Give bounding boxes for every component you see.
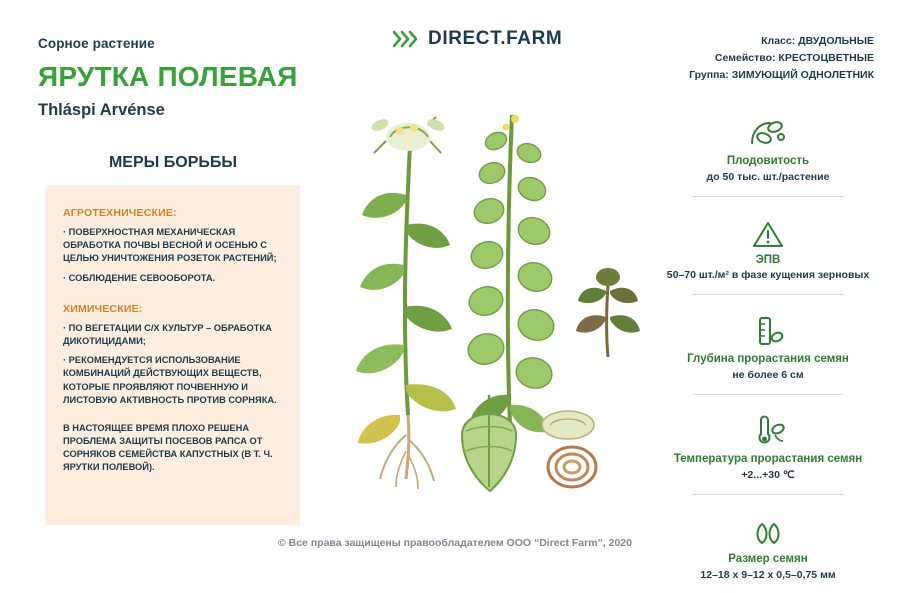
taxonomy-block	[689, 33, 874, 84]
page-title: ЯРУТКА ПОЛЕВАЯ	[38, 61, 298, 92]
fact-value: +2...+30 ℃	[741, 469, 795, 482]
divider	[693, 394, 843, 395]
fact-epv	[648, 215, 888, 305]
measures-note: В НАСТОЯЩЕЕ ВРЕМЯ ПЛОХО РЕШЕНА ПРОБЛЕМА ЗАЩИТЫ ПОСЕВОВ РАПСА ОТ СОРНЯКОВ СЕМЕЙСТВА КАПУСТНЫХ (В Т. Ч. ЯРУТКИ ПОЛЕВОЙ).	[63, 422, 273, 473]
fact-value: 12–18 х 9–12 х 0,5–0,75 мм	[700, 569, 836, 582]
fact-seed-size	[648, 513, 888, 593]
plant-illustration-svg	[340, 95, 660, 515]
facts-list	[648, 115, 888, 593]
agrotechnical-item: · СОБЛЮДЕНИЕ СЕВООБОРОТА.	[63, 272, 216, 283]
footer-copyright: © Все права защищены правообладателем ООО “Direct Farm”, 2020	[277, 537, 632, 549]
taxonomy-family-value: КРЕСТОЦВЕТНЫЕ	[778, 52, 874, 64]
divider	[693, 494, 843, 495]
plant-latin-name: Thláspi Arvénse	[38, 101, 165, 120]
kicker-text: Сорное растение	[38, 36, 155, 51]
taxonomy-class-value: ДВУДОЛЬНЫЕ	[798, 35, 874, 47]
chemical-heading: ХИМИЧЕСКИЕ:	[63, 302, 143, 315]
fact-value: до 50 тыс. шт./растение	[706, 171, 830, 184]
fact-value: 50–70 шт./м² в фазе кущения зерновых	[666, 269, 870, 282]
divider	[693, 196, 843, 197]
brand-logo	[393, 28, 562, 50]
seed-pod-icon	[648, 115, 888, 149]
measures-title: МЕРЫ БОРЬБЫ	[108, 154, 238, 172]
fact-title: Температура прорастания семян	[673, 452, 863, 465]
fact-label: ЭПВ	[755, 254, 781, 267]
fact-germination-temperature	[648, 413, 888, 505]
measures-panel	[45, 185, 300, 525]
fact-title: Плодовитость	[726, 155, 810, 167]
chemical-item: · РЕКОМЕНДУЕТСЯ ИСПОЛЬЗОВАНИЕ КОМБИНАЦИЙ ДЕЙСТВУЮЩИХ ВЕЩЕСТВ, КОТОРЫЕ ПРОЯВЛЯЮТ ПОЧВЕННУЮ И ЛИСТОВУЮ АКТИВНОСТЬ ПРОТИВ СОРНЯКА.	[63, 355, 277, 405]
fact-fertility	[648, 115, 888, 207]
taxonomy-family-label: Семейство:	[714, 52, 776, 64]
fact-title: Глубина прорастания семян	[687, 352, 849, 365]
fact-title: Размер семян	[728, 552, 808, 565]
left-header-block	[38, 36, 338, 172]
thermometer-seed-icon	[648, 413, 888, 447]
taxonomy-group-row	[689, 67, 874, 84]
plant-illustration	[340, 95, 660, 515]
fact-germination-depth	[648, 313, 888, 405]
brand-name: DIRECT.FARM	[428, 28, 563, 49]
chemical-item: · ПО ВЕГЕТАЦИИ С/Х КУЛЬТУР – ОБРАБОТКА ДИКОТИЦИДАМИ;	[63, 322, 272, 346]
taxonomy-group-value: ЗИМУЮЩИЙ ОДНОЛЕТНИК	[731, 69, 874, 81]
taxonomy-class-label: Класс:	[761, 35, 796, 47]
taxonomy-family-row	[689, 50, 874, 67]
divider	[693, 294, 843, 295]
warning-triangle-icon	[648, 215, 888, 249]
ruler-seed-icon	[648, 313, 888, 347]
taxonomy-group-label: Группа:	[689, 69, 729, 81]
agrotechnical-item: · ПОВЕРХНОСТНАЯ МЕХАНИЧЕСКАЯ ОБРАБОТКА ПОЧВЫ ВЕСНОЙ И ОСЕНЬЮ С ЦЕЛЬЮ УНИЧТОЖЕНИЯ РОЗЕТОК РАСТЕНИЙ;	[63, 227, 277, 264]
agrotechnical-heading: АГРОТЕХНИЧЕСКИЕ:	[63, 207, 177, 219]
chevrons-icon	[393, 30, 419, 48]
fact-value: не более 6 см	[732, 369, 804, 382]
taxonomy-class-row	[689, 33, 874, 50]
